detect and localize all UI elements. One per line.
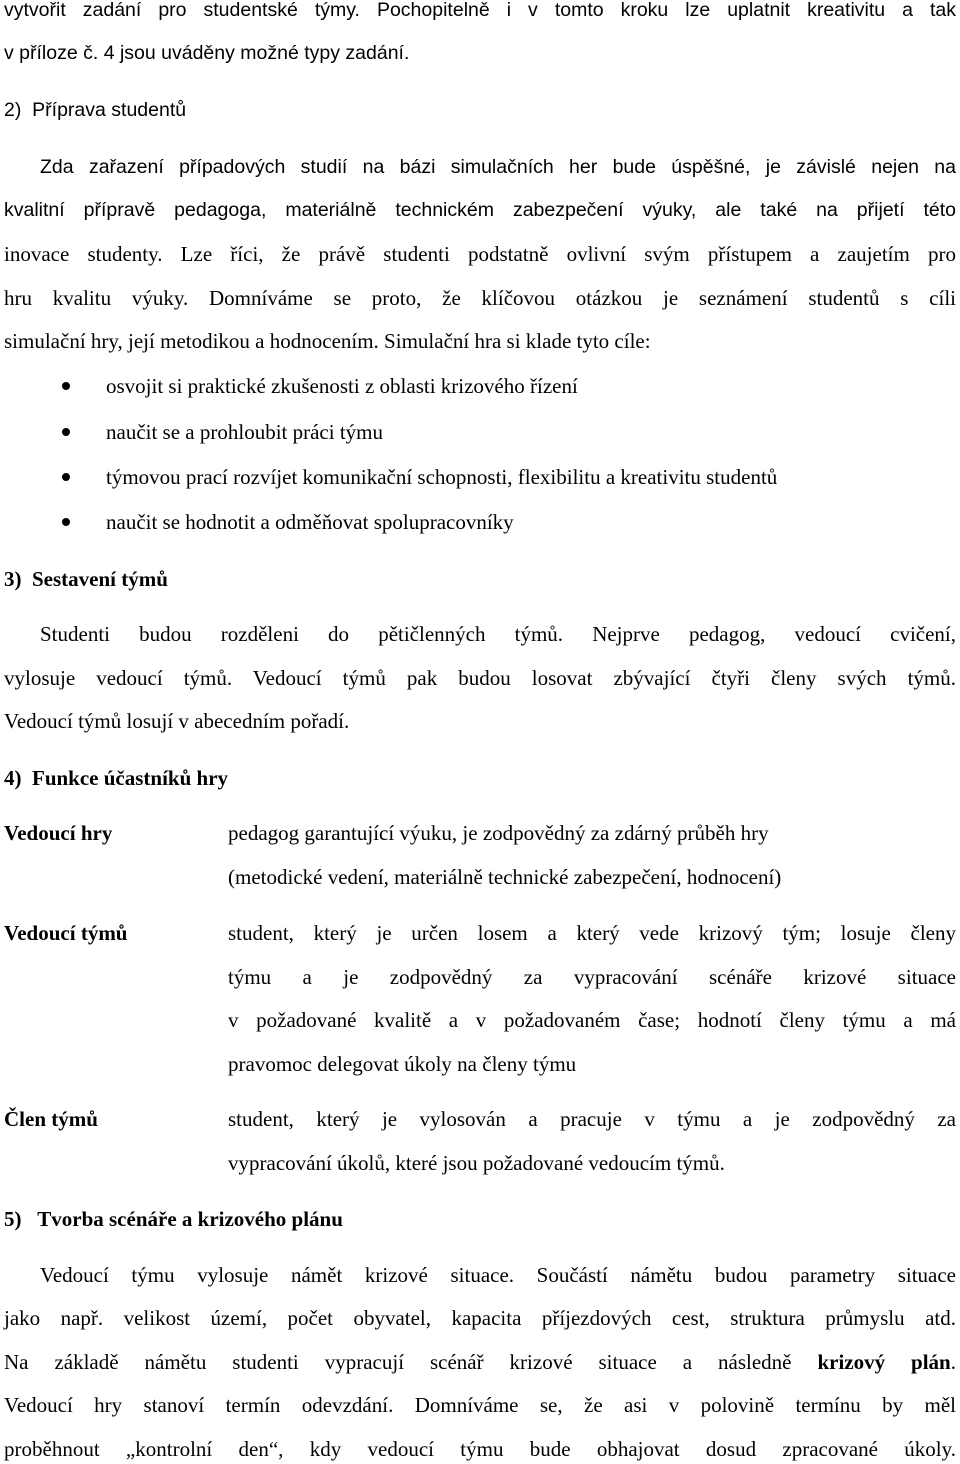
list-item: týmovou prací rozvíjet komunikační schopnosti, flexibilitu a kreativitu studentů [106,465,778,489]
section-5-para-line: Vedoucí hry stanoví termín odevzdání. Domníváme se, že asi v polovině termínu by měl [4,1393,956,1417]
section-3-heading: 3) Sestavení týmů [4,567,168,591]
section-2-heading: 2) Příprava studentů [4,99,187,121]
role-definition-line: student, který je určen losem a který vede krizový tým; losuje členy [228,921,956,945]
section-2-para-line: simulační hry, její metodikou a hodnocením. Simulační hra si klade tyto cíle: [4,329,651,353]
intro-line-2: v příloze č. 4 jsou uváděny možné typy zadání. [4,42,410,64]
list-item: naučit se a prohloubit práci týmu [106,420,384,444]
role-term: Vedoucí hry [4,821,113,845]
intro-line-1: vytvořit zadání pro studentské týmy. Pochopitelně i v tomto kroku lze uplatnit kreativitu a tak [4,0,956,21]
role-definition-line: týmu a je zodpovědný za vypracování scénáře krizové situace [228,965,956,989]
role-definition-line: pedagog garantující výuku, je zodpovědný za zdárný průběh hry [228,821,769,845]
section-2-para-line: inovace studenty. Lze říci, že právě studenti podstatně ovlivní svým přístupem a zaujetím pro [4,242,956,266]
section-5-para-line: Vedoucí týmu vylosuje námět krizové situace. Součástí námětu budou parametry situace [40,1263,956,1287]
list-item: osvojit si praktické zkušenosti z oblasti krizového řízení [106,374,578,398]
bold-term: krizový plán [817,1350,951,1374]
bullet-icon [62,382,70,390]
role-definition-line: pravomoc delegovat úkoly na členy týmu [228,1052,577,1076]
text-run: Na základě námětu studenti vypracují scénář krizové situace a následně [4,1350,792,1374]
section-5-para-line: jako např. velikost území, počet obyvatel, kapacita příjezdových cest, struktura průmyslu atd. [4,1306,956,1330]
section-3-para-line: vylosuje vedoucí týmů. Vedoucí týmů pak budou losovat zbývající čtyři členy svých týmů. [4,666,956,690]
bullet-icon [62,428,70,436]
section-4-heading: 4) Funkce účastníků hry [4,766,229,790]
section-5-para-line [4,1348,956,1376]
section-2-para-line: hru kvalitu výuky. Domníváme se proto, že klíčovou otázkou je seznámení studentů s cíli [4,286,956,310]
section-3-para-line: Vedoucí týmů losují v abecedním pořadí. [4,709,350,733]
role-definition-line: vypracování úkolů, které jsou požadované vedoucím týmů. [228,1151,725,1175]
bullet-icon [62,473,70,481]
role-definition-line: student, který je vylosován a pracuje v týmu a je zodpovědný za [228,1107,956,1131]
section-2-para-line: Zda zařazení případových studií na bázi simulačních her bude úspěšné, je závislé nejen na [40,156,956,178]
section-5-para-line: proběhnout „kontrolní den“, kdy vedoucí týmu bude obhajovat dosud zpracované úkoly. [4,1437,956,1461]
role-definition-line: v požadované kvalitě a v požadovaném čase; hodnotí členy týmu a má [228,1008,956,1032]
role-term: Vedoucí týmů [4,921,128,945]
section-5-heading: 5) Tvorba scénáře a krizového plánu [4,1207,343,1231]
text-run: . [950,1350,956,1374]
section-3-para-line: Studenti budou rozděleni do pětičlenných týmů. Nejprve pedagog, vedoucí cvičení, [40,622,956,646]
section-2-para-line: kvalitní přípravě pedagoga, materiálně technickém zabezpečení výuky, ale také na přijetí této [4,199,956,221]
bullet-icon [62,518,70,526]
role-term: Člen týmů [4,1107,98,1131]
role-definition-line: (metodické vedení, materiálně technické zabezpečení, hodnocení) [228,865,782,889]
list-item: naučit se hodnotit a odměňovat spolupracovníky [106,510,514,534]
